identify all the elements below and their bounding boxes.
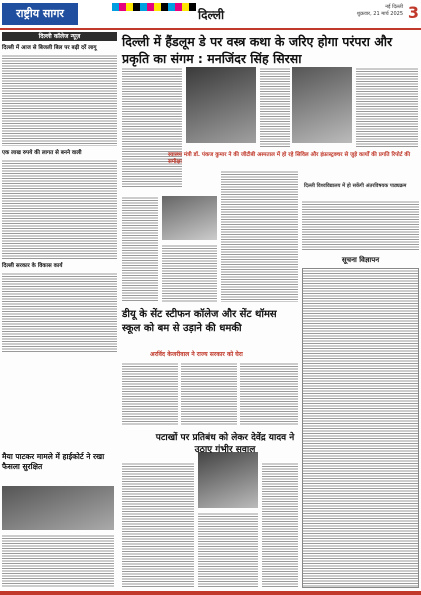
photo-hospital — [162, 196, 217, 240]
article-text-column — [122, 462, 194, 588]
color-swatch — [133, 3, 140, 11]
article-text-column — [302, 200, 419, 250]
main-headline[interactable]: दिल्ली में हैंडलूम डे पर वस्त्र कथा के जरिए होगा परंपरा और प्रकृति का संगम : मनजिंदर सिंह सिरसा — [122, 34, 393, 66]
right-column — [302, 196, 419, 592]
article-text-column — [181, 362, 237, 426]
article-text-column — [2, 272, 117, 352]
masthead — [0, 0, 421, 30]
left-headline-3[interactable]: दिल्ली सरकार के विकास कार्य — [2, 263, 63, 269]
page-number: 3 — [407, 3, 419, 22]
article-text-column — [198, 512, 258, 588]
color-swatch — [126, 3, 133, 11]
color-swatch — [168, 3, 175, 11]
article-text-column — [221, 170, 298, 302]
color-swatch — [119, 3, 126, 11]
left-column — [2, 32, 117, 592]
article-text-column — [260, 67, 290, 147]
color-swatch — [189, 3, 196, 11]
dateline-date: शुक्रवार, 21 मार्च 2025 — [356, 11, 403, 17]
section-header: दिल्ली कॉलेज न्यूज़ — [2, 32, 117, 41]
color-swatch — [140, 3, 147, 11]
dateline-place: नई दिल्ली — [385, 4, 403, 10]
du-course-headline[interactable]: दिल्ली विश्वविद्यालय में हो सकेंगी अंतरविषयक पाठ्यक्रम — [304, 183, 407, 189]
medha-patkar-headline[interactable]: मैया पाटकर मामले में हाईकोर्ट ने रखा फैसला सुरक्षित — [2, 452, 105, 471]
article-text-column — [2, 54, 117, 146]
article-text-column — [356, 67, 418, 147]
color-swatch — [182, 3, 189, 11]
notice-title: सूचना विज्ञापन — [341, 256, 380, 264]
color-swatch — [175, 3, 182, 11]
photo-event — [292, 67, 352, 143]
color-swatch — [147, 3, 154, 11]
health-minister-banner[interactable]: स्वास्थ्य मंत्री डॉ. पंकज कुमार ने की जीटीबी अस्पताल में हो रहे सिविल और इंफ्रास्ट्रक्चर से जुड़े कार्यों की प्रगति रिपोर्ट की समीक्षा — [168, 152, 411, 165]
article-text-column — [122, 362, 178, 426]
article-text-column — [262, 462, 298, 588]
color-swatch — [154, 3, 161, 11]
left-headline-2[interactable]: एक लाख रुपये की लागत से बनने वाली — [2, 150, 82, 156]
bomb-threat-headline[interactable]: डीयू के सेंट स्टीफन कॉलेज और सेंट थॉमस स्कूल को बम से उड़ाने की धमकी — [122, 309, 277, 334]
article-text-column — [122, 67, 182, 187]
article-text-column — [162, 244, 217, 302]
newspaper-logo[interactable]: राष्ट्रीय सागर — [2, 3, 78, 25]
color-swatch — [112, 3, 119, 11]
crackers-headline[interactable]: पटाखों पर प्रतिबंध को लेकर देवेंद्र यादव ने उठाए गंभीर सवाल — [155, 433, 295, 455]
color-registration-bar — [112, 3, 196, 11]
edition-city: दिल्ली — [198, 8, 225, 22]
footer-bar — [0, 591, 421, 595]
photo-devender-yadav — [198, 452, 258, 508]
bomb-threat-subhead: अरविंद केजरीवाल ने राज्य सरकार को घेरा — [150, 351, 243, 358]
left-headline-1[interactable]: दिल्ली में आज से बिजली बिल पर बढ़ी दरें लागू — [2, 45, 97, 51]
color-swatch — [161, 3, 168, 11]
dateline — [357, 4, 403, 18]
article-text-column — [2, 534, 114, 588]
article-text-column — [2, 159, 117, 259]
article-text-column — [122, 196, 158, 301]
article-text-column — [240, 362, 298, 426]
notice-panel — [302, 268, 419, 588]
photo-minister — [186, 67, 256, 143]
